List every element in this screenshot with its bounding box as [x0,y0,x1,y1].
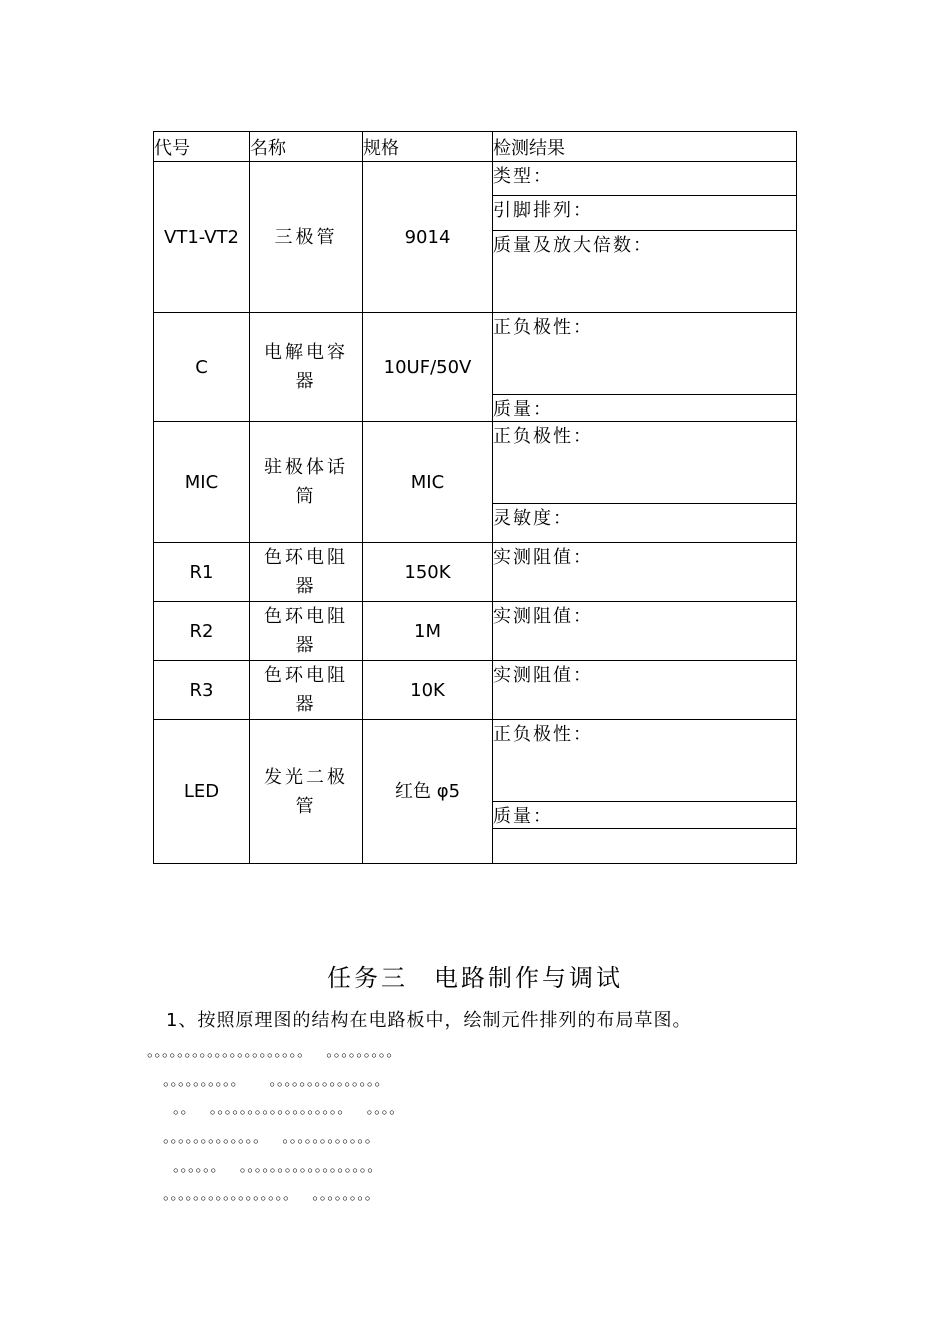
cell-result: 质量： [493,395,797,422]
cell-result: 灵敏度： [493,504,797,543]
cell-result: 实测阻值： [493,661,797,720]
cell-result: 引脚排列： [493,196,797,231]
header-code: 代号 [154,132,250,162]
header-spec: 规格 [363,132,493,162]
cell-name: 色环电阻器 [250,543,363,602]
cell-result: 质量及放大倍数： [493,231,797,313]
cell-name: 色环电阻器 [250,661,363,720]
cell-result: 实测阻值： [493,543,797,602]
cell-name: 三极管 [250,162,363,313]
table-row [154,720,797,802]
cell-spec: 150K [363,543,493,602]
header-result: 检测结果 [493,132,797,162]
component-table [153,131,797,864]
cell-name: 色环电阻器 [250,602,363,661]
table-row [154,162,797,196]
dot-line: 。。 。。。。。。。。。。。。。。。。。。 。。。。 [173,1099,405,1117]
cell-code: R3 [154,661,250,720]
cell-result: 实测阻值： [493,602,797,661]
dot-line: 。。。。。。 。。。。。。。。。。。。。。。。。。 [173,1157,383,1175]
cell-name: 发光二极管 [250,720,363,864]
table-row [154,543,797,602]
cell-result: 类型： [493,162,797,196]
cell-spec: MIC [363,422,493,543]
table-row [154,313,797,395]
table-row [154,661,797,720]
cell-code: R1 [154,543,250,602]
cell-result: 质量： [493,802,797,829]
cell-name: 电解电容器 [250,313,363,422]
cell-spec: 10UF/50V [363,313,493,422]
cell-code: R2 [154,602,250,661]
table-row [154,602,797,661]
cell-spec: 10K [363,661,493,720]
cell-spec: 1M [363,602,493,661]
cell-code: MIC [154,422,250,543]
instruction-text: 1、按照原理图的结构在电路板中，绘制元件排列的布局草图。 [166,1010,692,1031]
cell-spec: 红色 φ5 [363,720,493,864]
cell-code: LED [154,720,250,864]
table-header-row [154,132,797,162]
cell-result [493,829,797,864]
dot-line: 。。。。。。。。。。。。。。。。。 。。。。。。。。 [163,1185,380,1203]
cell-code: C [154,313,250,422]
cell-name: 驻极体话筒 [250,422,363,543]
cell-result: 正负极性： [493,720,797,802]
table-row [154,422,797,504]
dot-line: 。。。。。。。。。。。。。 。。。。。。。。。。。。 [163,1128,380,1146]
section-title: 任务三 电路制作与调试 [327,964,623,992]
cell-spec: 9014 [363,162,493,313]
cell-result: 正负极性： [493,313,797,395]
dot-line: 。。。。。。。。。。。。。。。。。。。。。 。。。。。。。。。 [147,1042,402,1060]
header-name: 名称 [250,132,363,162]
cell-result: 正负极性： [493,422,797,504]
dot-line: 。。。。。。。。。。 。。。。。。。。。。。。。。。 [163,1071,390,1089]
cell-code: VT1-VT2 [154,162,250,313]
